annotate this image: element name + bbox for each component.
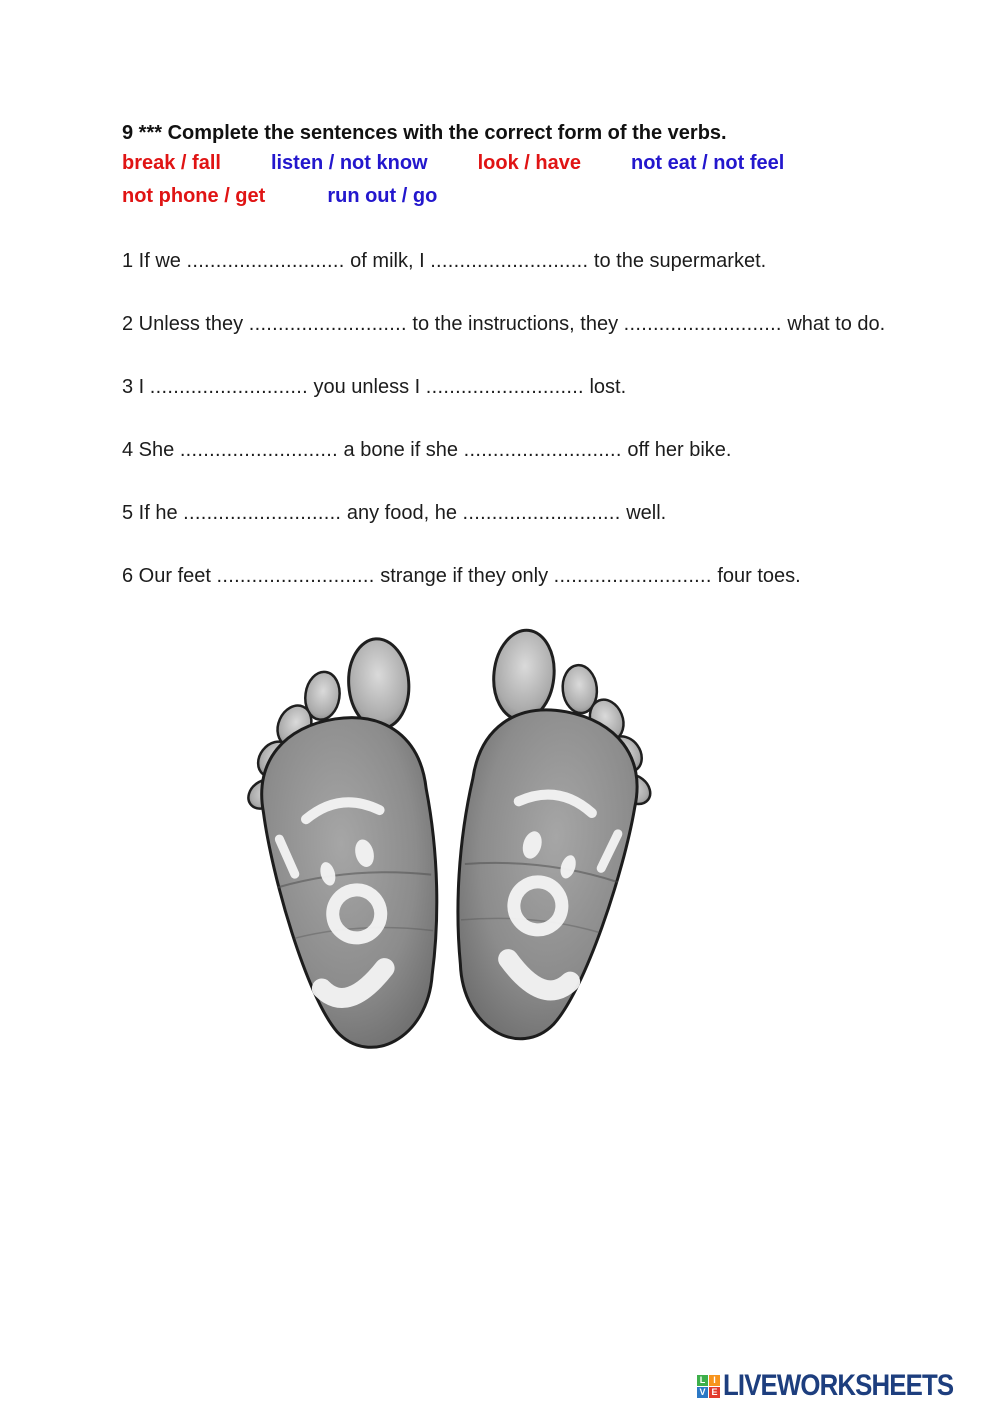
sentence-text: 5 If he bbox=[122, 502, 184, 524]
sentence-text: off her bike. bbox=[621, 439, 732, 461]
verb-pair bbox=[327, 186, 437, 206]
answer-blank[interactable]: ........................... bbox=[623, 313, 782, 335]
sentence-5 bbox=[122, 502, 994, 524]
answer-blank[interactable]: ........................... bbox=[216, 565, 375, 587]
liveworksheets-wordmark: LIVEWORKSHEETS bbox=[723, 1369, 954, 1402]
sentence-4 bbox=[122, 439, 994, 461]
verb-pair bbox=[122, 186, 265, 206]
sentence-text: lost. bbox=[583, 376, 627, 398]
verb-pair-text: not eat / not feel bbox=[630, 152, 785, 174]
answer-blank[interactable]: ........................... bbox=[149, 376, 308, 398]
logo-letter-v: V bbox=[697, 1387, 708, 1398]
sentence-text: 4 She bbox=[122, 439, 180, 461]
verb-pair bbox=[122, 153, 221, 173]
verb-pair-text: listen / not know bbox=[270, 152, 428, 174]
sentence-text: strange if they only bbox=[374, 565, 554, 587]
answer-blank[interactable]: ........................... bbox=[179, 439, 338, 461]
sentence-text: four toes. bbox=[711, 565, 801, 587]
sentence-text: a bone if she bbox=[337, 439, 464, 461]
answer-blank[interactable]: ........................... bbox=[186, 250, 345, 272]
sentence-3 bbox=[122, 376, 994, 398]
liveworksheets-icon bbox=[697, 1375, 720, 1398]
sentence-text: 6 Our feet bbox=[122, 565, 217, 587]
answer-blank[interactable]: ........................... bbox=[425, 376, 584, 398]
sentence-text: what to do. bbox=[781, 313, 886, 335]
verb-bank-row-1 bbox=[122, 153, 994, 173]
verb-pair-text: run out / go bbox=[327, 185, 438, 207]
sentence-text: 3 I bbox=[122, 376, 150, 398]
answer-blank[interactable]: ........................... bbox=[430, 250, 589, 272]
logo-letter-l: L bbox=[697, 1375, 708, 1386]
verb-pair-text: look / have bbox=[477, 152, 581, 174]
sentence-text: 2 Unless they bbox=[122, 313, 249, 335]
sentence-text: you unless I bbox=[307, 376, 426, 398]
verb-bank-row-2 bbox=[122, 186, 994, 206]
worksheet-content bbox=[122, 122, 994, 628]
sentence-text: to the instructions, they bbox=[406, 313, 624, 335]
sentence-text: well. bbox=[620, 502, 667, 524]
answer-blank[interactable]: ........................... bbox=[463, 439, 622, 461]
sentence-text: 1 If we bbox=[122, 250, 187, 272]
answer-blank[interactable]: ........................... bbox=[553, 565, 712, 587]
sentence-list bbox=[122, 250, 994, 587]
sentence-2 bbox=[122, 313, 994, 335]
sentence-text: to the supermarket. bbox=[588, 250, 767, 272]
logo-letter-i: I bbox=[709, 1375, 720, 1386]
answer-blank[interactable]: ........................... bbox=[248, 313, 407, 335]
verb-pair bbox=[478, 153, 581, 173]
verb-pair bbox=[271, 153, 428, 173]
right-foot bbox=[442, 626, 671, 1051]
left-foot bbox=[233, 636, 448, 1055]
feet-illustration bbox=[222, 624, 672, 1062]
verb-pair-text: not phone / get bbox=[122, 185, 266, 207]
sentence-text: any food, he bbox=[341, 502, 463, 524]
sentence-1 bbox=[122, 250, 994, 272]
sentence-text: of milk, I bbox=[344, 250, 431, 272]
feet-photo bbox=[222, 624, 672, 1062]
exercise-title: 9 *** Complete the sentences with the correct form of the verbs. bbox=[122, 122, 727, 144]
logo-letter-e: E bbox=[709, 1387, 720, 1398]
answer-blank[interactable]: ........................... bbox=[183, 502, 342, 524]
answer-blank[interactable]: ........................... bbox=[462, 502, 621, 524]
verb-pair bbox=[631, 153, 784, 173]
verb-pair-text: break / fall bbox=[122, 152, 221, 174]
sentence-6 bbox=[122, 565, 994, 587]
liveworksheets-logo bbox=[697, 1367, 991, 1405]
